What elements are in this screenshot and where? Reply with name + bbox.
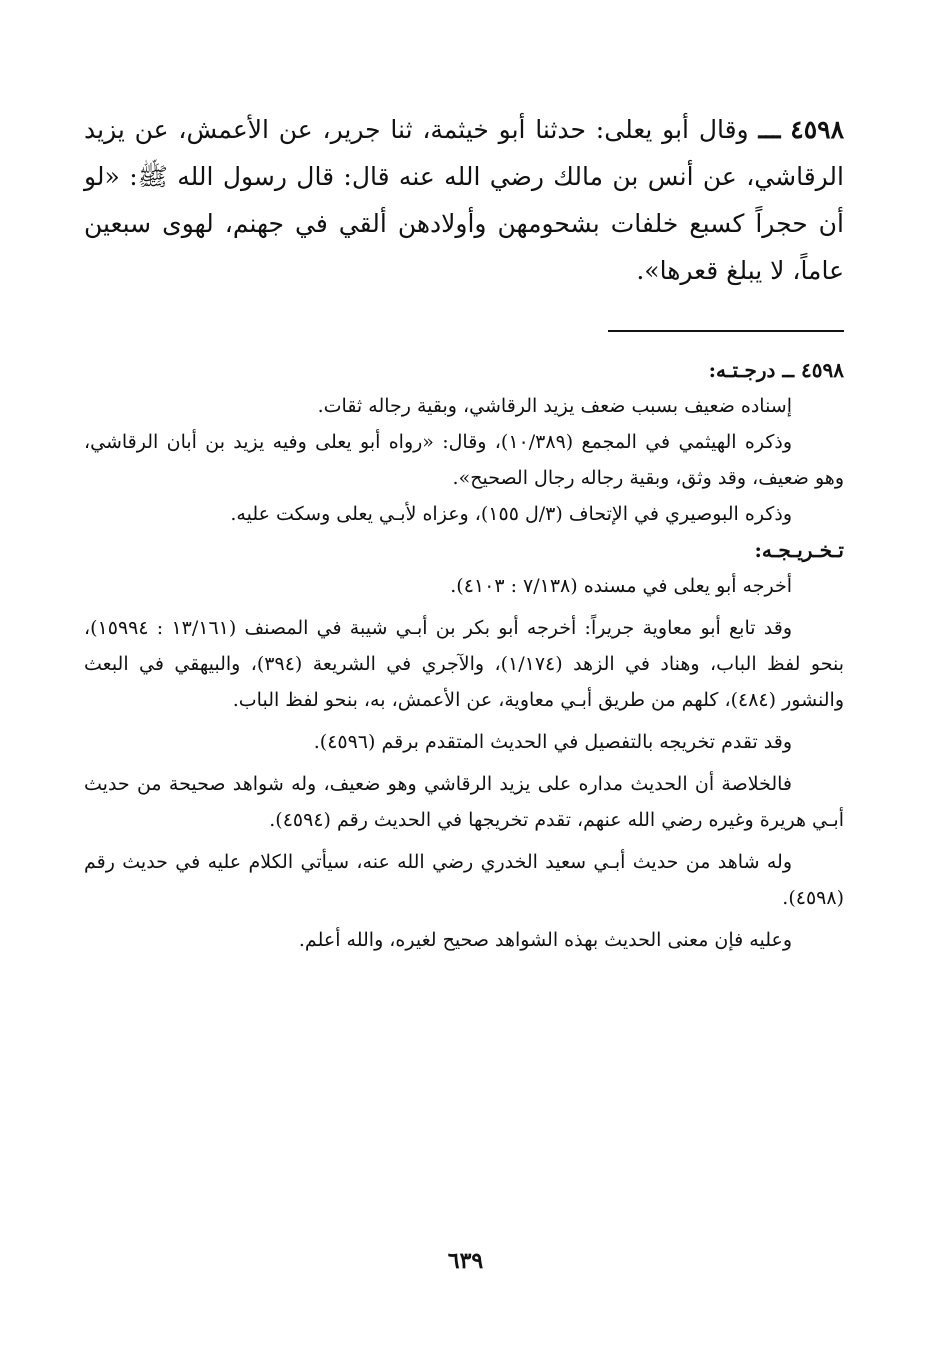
takhrij-paragraph: فالخلاصة أن الحديث مداره على يزيد الرقاشي وهو ضعيف، وله شواهد صحيحة من حديث أبـي هريرة وغيره رضي الله عنهم، تقدم تخريجها في الحديث رقم (٤٥٩٤). bbox=[84, 773, 844, 831]
takhrij-paragraph: وقد تابع أبو معاوية جريراً: أخرجه أبو بكر بن أبـي شيبة في المصنف (١٣/١٦١ : ١٥٩٩٤)، بنحو لفظ الباب، وهناد في الزهد (١/١٧٤)، والآجري في الشريعة (٣٩٤)، والبيهقي في البعث والنشور (٤٨٤)، كلهم من طريق أبـي معاوية، عن الأعمش، به، بنحو لفظ الباب. bbox=[84, 617, 844, 711]
commentary bbox=[84, 352, 844, 964]
grade-heading: ٤٥٩٨ ــ درجـتـه: bbox=[708, 358, 844, 382]
hadith-body: وقال أبو يعلى: حدثنا أبو خيثمة، ثنا جرير، عن الأعمش، عن يزيد الرقاشي، عن أنس بن مالك رضي الله عنه قال: قال رسول الله ﷺ: «لو أن حجراً كسبع خلفات بشحومهن وأولادهن ألقي في جهنم، لهوى سبعين عاماً، لا يبلغ قعرها». bbox=[84, 115, 844, 285]
grade-paragraph: إسناده ضعيف بسبب ضعف يزيد الرقاشي، وبقية رجاله ثقات. bbox=[317, 395, 792, 417]
takhrij-paragraph: وعليه فإن معنى الحديث بهذه الشواهد صحيح لغيره، والله أعلم. bbox=[298, 929, 792, 951]
grade-paragraph: وذكره البوصيري في الإتحاف (٣/ل ١٥٥)، وعزاه لأبـي يعلى وسكت عليه. bbox=[230, 503, 792, 525]
page-number: ٦٣٩ bbox=[447, 1248, 484, 1274]
takhrij-paragraph: وقد تقدم تخريجه بالتفصيل في الحديث المتقدم برقم (٤٥٩٦). bbox=[313, 731, 792, 753]
footnote-divider bbox=[608, 330, 844, 332]
grade-paragraph: وذكره الهيثمي في المجمع (١٠/٣٨٩)، وقال: «رواه أبو يعلى وفيه يزيد بن أبان الرقاشي، وهو ضعيف، وقد وثق، وبقية رجاله رجال الصحيح». bbox=[84, 431, 844, 489]
takhrij-paragraph: وله شاهد من حديث أبـي سعيد الخدري رضي الله عنه، سيأتي الكلام عليه في حديث رقم (٤٥٩٨). bbox=[84, 851, 844, 909]
takhrij-paragraph: أخرجه أبو يعلى في مسنده (٧/١٣٨ : ٤١٠٣). bbox=[450, 575, 792, 597]
hadith-text bbox=[84, 106, 844, 294]
takhrij-heading: تـخـريـجـه: bbox=[754, 538, 844, 562]
hadith-number: ٤٥٩٨ bbox=[790, 115, 844, 144]
hadith-dash: ـــ bbox=[758, 115, 781, 144]
